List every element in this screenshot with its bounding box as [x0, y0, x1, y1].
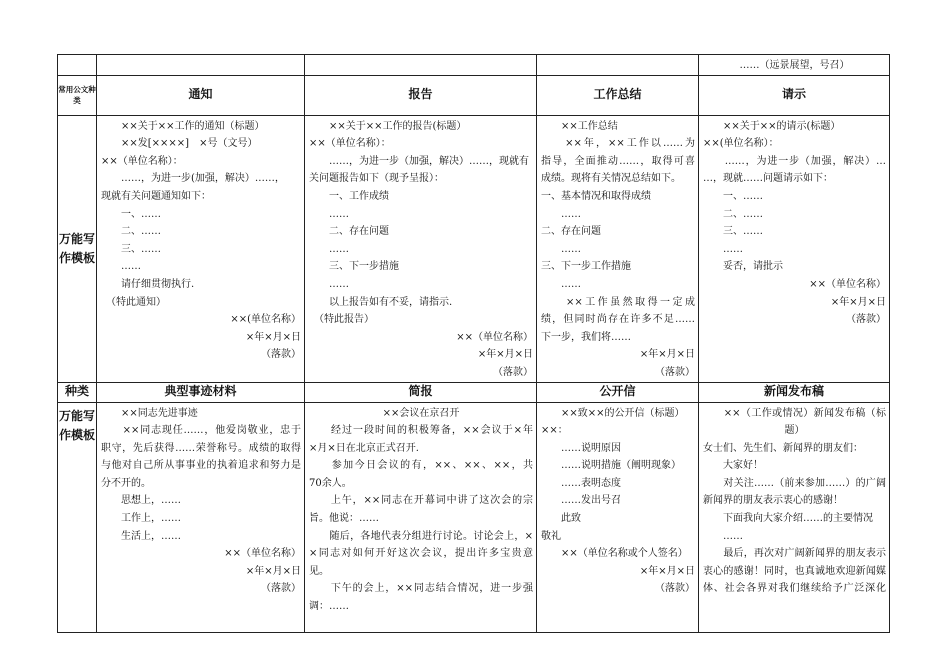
text-line: ××关于××工作的报告(标题） [309, 120, 467, 132]
text-line: 上午，××同志在开幕词中讲了这次会的宗 [309, 495, 533, 507]
template-cell [97, 402, 305, 632]
template-cell [699, 115, 890, 382]
text-line: （落款） [493, 366, 533, 378]
text-line: ×年×月×日 [830, 296, 886, 308]
header-corner-2: 种类 [58, 382, 97, 402]
text-line: 成绩。现将有关情况总结如下。 [541, 173, 681, 185]
text-line: 三、下一步措施 [309, 261, 399, 273]
table-cell [699, 55, 890, 76]
text-line: （特此通知） [101, 296, 166, 308]
text-line: ××发[××××] ×号（文号） [101, 138, 258, 150]
text-line: 最后，再次对广阔新闻界的朋友表示 [703, 548, 886, 560]
text-line: ×年×月×日 [477, 349, 533, 361]
text-line: …… [703, 243, 743, 255]
text-line: 一、…… [703, 190, 763, 202]
text-line: （落款） [846, 314, 886, 326]
text-line: ××（单位名称或个人签名） [541, 548, 688, 560]
text-line: 二、…… [101, 226, 161, 238]
text-line: ……发出号召 [541, 495, 621, 507]
text-line: 女士们、先生们、新闻界的朋友们： [703, 442, 863, 454]
text-line: ××（单位名称） [224, 548, 301, 560]
text-line: 参加今日会议的有，××、××、××，共 [309, 460, 533, 472]
text-line: （落款） [655, 583, 695, 595]
text-line: 三、下一步工作措施 [541, 261, 631, 273]
column-header: 请示 [699, 75, 890, 115]
text-line: ××（单位名称）： [309, 138, 391, 150]
text-line: 思想上，…… [101, 495, 181, 507]
text-line: 以上报告如有不妥，请指示. [309, 296, 453, 308]
column-header: 工作总结 [537, 75, 699, 115]
text-line: 一、…… [101, 208, 161, 220]
text-line: ××年，××工作以……为 [541, 138, 695, 150]
text-line: ××同志先进事迹 [101, 407, 198, 419]
text-line: ……说明措施（阐明现象） [541, 460, 681, 472]
text-line: ……说明原因 [541, 442, 621, 454]
text-line: ××： [541, 425, 568, 437]
text-line: ××（工作或情况）新闻发布稿（标 [703, 407, 886, 419]
text-line: 职守，先后获得……荣誉称号。成绩的取得 [101, 442, 301, 454]
template-cell [699, 402, 890, 632]
text-line: （落款） [261, 349, 301, 361]
table-cell [537, 55, 699, 76]
table-row [58, 55, 890, 76]
text-line: ××同志现任……，他爱岗敬业，忠于 [101, 425, 301, 437]
column-header: 简报 [305, 382, 537, 402]
text-line: ××(单位名称）： [703, 138, 779, 150]
table-cell [97, 55, 305, 76]
column-header: 报告 [305, 75, 537, 115]
template-cell [305, 115, 537, 382]
text-line: ×月×日在北京正式召开. [309, 442, 419, 454]
text-line: ×年×月×日 [639, 349, 695, 361]
template-table [57, 54, 890, 633]
text-line: 二、存在问题 [309, 226, 389, 238]
text-line: （落款） [261, 583, 301, 595]
text-line: ××工作虽然取得一定成 [541, 296, 695, 308]
text-line: 与他对自己所从事事业的执着追求和努力是 [101, 460, 301, 472]
header-row-2 [58, 382, 890, 402]
table-cell [58, 55, 97, 76]
text-line: …，现就……问题请示如下： [703, 173, 833, 185]
text-line: （落款） [655, 366, 695, 378]
text-line: 三、…… [703, 226, 763, 238]
text-line: 二、…… [703, 208, 763, 220]
text-line: ××关于××工作的通知（标题） [101, 120, 265, 132]
text-line: 关问题报告如下（现予呈报）： [309, 173, 444, 185]
text-line: …… [309, 208, 349, 220]
text-line: 现就有关问题通知如下： [101, 190, 211, 202]
text-line: …… [309, 243, 349, 255]
text-line: 下一步，我们将…… [541, 331, 631, 343]
template-row-2 [58, 402, 890, 632]
text-line: 一、工作成绩 [309, 190, 389, 202]
text-line: 经过一段时间的积极筹备，××会议于×年 [309, 425, 533, 437]
text-line: ××（单位名称）： [101, 155, 183, 167]
table-cell [305, 55, 537, 76]
text-line: …… [541, 243, 581, 255]
text-line: 此致 [541, 513, 581, 525]
text-line: 妥否，请批示 [703, 261, 783, 273]
text-line: 新闻界的朋友表示衷心的感谢！ [703, 495, 843, 507]
text-line: ×同志对如何开好这次会议，提出许多宝贵意 [309, 548, 533, 560]
text-line: 随后，各地代表分组进行讨论。讨论会上，× [309, 530, 533, 542]
text-line: ×年×月×日 [245, 331, 301, 343]
header-row-1 [58, 75, 890, 115]
row-label-1: 万能写作模板 [58, 115, 97, 382]
row-label-2: 万能写作模板 [58, 402, 97, 632]
text-line: ×年×月×日 [639, 565, 695, 577]
text-line: 一、基本情况和取得成绩 [541, 190, 651, 202]
text-line: 衷心的感谢！同时，也真诚地欢迎新闻媒 [703, 565, 886, 577]
text-line: ××工作总结 [541, 120, 618, 132]
text-line: ……，为进一步（加强，解决）… [703, 155, 886, 167]
text-line: 70余人。 [309, 477, 352, 489]
text-line: 大家好！ [703, 460, 763, 472]
column-header: 新闻发布稿 [699, 382, 890, 402]
text-line: ××（单位名称） [809, 278, 886, 290]
text-line: …… [541, 208, 581, 220]
column-header: 通知 [97, 75, 305, 115]
text-line: 二、存在问题 [541, 226, 601, 238]
text-line: ×年×月×日 [245, 565, 301, 577]
text-line: 下午的会上，××同志结合情况，进一步强 [309, 583, 533, 595]
text-line: ……，为进一步(加强，解决）……， [101, 173, 285, 185]
text-line: ……表明态度 [541, 477, 621, 489]
text-line: ××会议在京召开 [382, 407, 460, 419]
text-line: 敬礼 [541, 530, 561, 542]
text-line: 工作上，…… [101, 513, 181, 525]
template-row-1 [58, 115, 890, 382]
top-cell-text: ……（远景展望，号召） [739, 60, 850, 71]
text-line: 对关注……（前来参加……）的广阔 [703, 477, 886, 489]
text-line: 三、…… [101, 243, 161, 255]
text-line: …… [703, 530, 743, 542]
text-line: 体、社会各界对我们继续给予广泛深化 [703, 583, 886, 595]
text-line: 指导，全面推动……，取得可喜 [541, 155, 695, 167]
template-cell [537, 115, 699, 382]
template-cell [305, 402, 537, 632]
text-line: 旨。他说：…… [309, 513, 379, 525]
text-line: …… [541, 278, 581, 290]
text-line: …… [101, 261, 141, 273]
text-line: （特此报告） [309, 314, 374, 326]
text-line: ××致××的公开信（标题） [541, 407, 685, 419]
text-line: 生活上，…… [101, 530, 181, 542]
text-line: ……，为进一步（加强，解决）……，现就有 [309, 155, 529, 167]
text-line: 分不开的。 [101, 477, 151, 489]
text-line: 题） [784, 425, 805, 437]
text-line: ××(单位名称） [230, 314, 301, 326]
text-line: 绩，但同时尚存在许多不足…… [541, 314, 695, 326]
text-line: 下面我向大家介绍……的主要情况 [703, 513, 873, 525]
template-cell [97, 115, 305, 382]
text-line: ××关于××的请示(标题） [703, 120, 841, 132]
header-corner-1: 常用公文种类 [58, 75, 97, 115]
text-line: 请仔细贯彻执行. [101, 278, 195, 290]
column-header: 典型事迹材料 [97, 382, 305, 402]
template-cell [537, 402, 699, 632]
text-line: 见。 [309, 565, 329, 577]
text-line: …… [309, 278, 349, 290]
column-header: 公开信 [537, 382, 699, 402]
text-line: ××（单位名称） [456, 331, 533, 343]
text-line: 调：…… [309, 601, 349, 613]
